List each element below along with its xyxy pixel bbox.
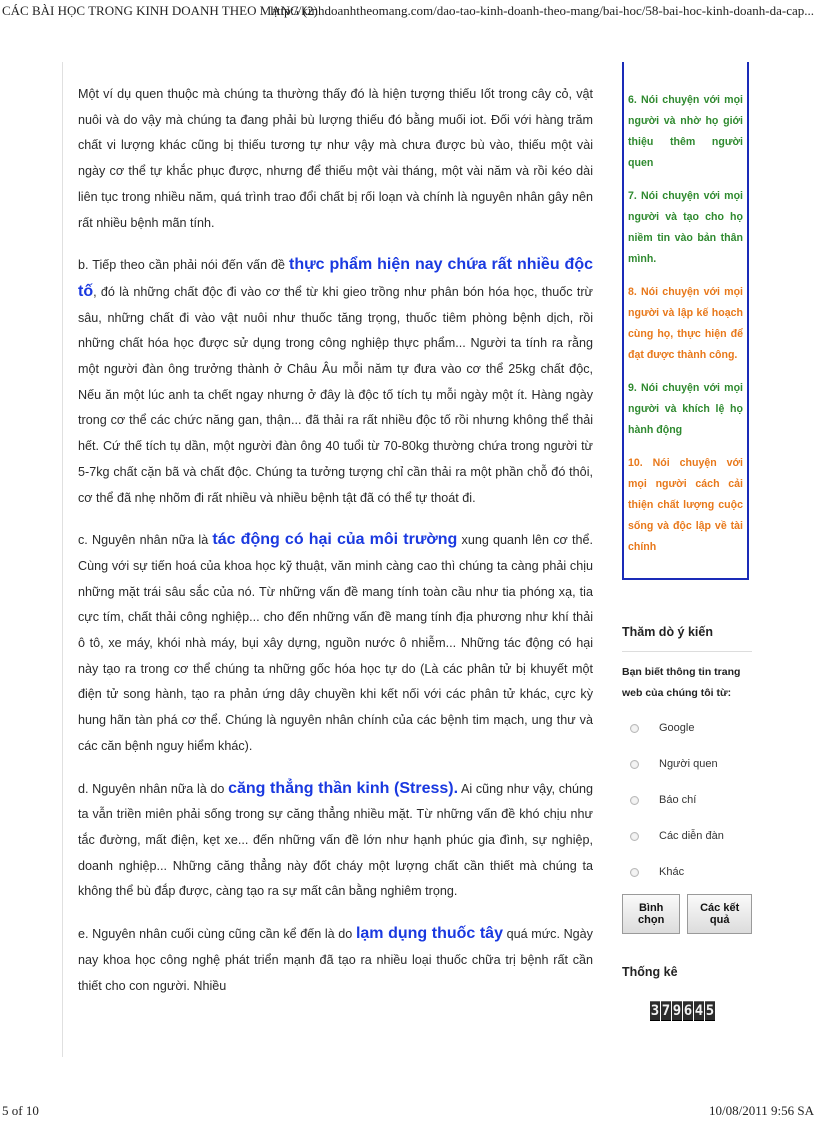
counter-digit: 7 [661,1003,671,1019]
paragraph-e-text-rest: quá mức. Ngày nay khoa học công nghệ phát triển mạnh đã tạo ra nhiều loại thuốc chữa trị bệnh rất cần thiết cho con người. Nhiều [78,927,593,993]
poll-widget [622,625,752,934]
radio-button[interactable] [630,832,639,841]
counter-digit: 6 [683,1003,693,1019]
tip-item-6[interactable]: 6. Nói chuyện với mọi người và nhờ họ giới thiệu thêm người quen [628,94,743,169]
paragraph-c-text-rest: xung quanh lên cơ thể. Cùng với sự tiến hoá của khoa học kỹ thuật, văn minh càng cao thì chúng ta càng phải chịu những mặt trái sâu sắc của nó. Từ những vấn đề mang tính toàn cầu như tia phóng xạ, tia cực tím, chất thải công nghiệp... cho đến những vấn đề mang tính địa phương như khí thải ô tô, xe máy, khói nhà máy, bụi xây dựng, nguồn nước ô nhiễm... Những tác động có hại này tạo ra trong cơ thể chúng ta những gốc hóa học tự do (Là các phân tử bị khuyết một điện tử song hành, tạo ra phản ứng dây chuyền khi kết nối với các phân tử khác, cực kỳ hung hãn tàn phá cơ thể. Chúng là nguyên nhân chính của các bệnh tim mạch, ung thư và các căn bệnh nguy hiểm khác). [78,533,593,753]
radio-button[interactable] [630,724,639,733]
highlight-environment: tác động có hại của môi trường [212,531,458,549]
paragraph-intro: Một ví dụ quen thuộc mà chúng ta thường thấy đó là hiện tượng thiếu Iốt trong cây cỏ, vật nuôi và do vậy mà chúng ta đang phải bù lượng thiếu đó bằng muối iot. Đối với hàng trăm chất vi lượng khác cũng bị thiếu tương tự như vậy mà chưa được bù vào, thiếu một vài ngày cơ thể tự khắc phục được, nhưng để thiếu một vài tháng, một vài năm và rồi kéo dài liên tục trong nhiều năm, quá trình trao đổi chất bị rối loạn và chính là nguyên nhân gây nên rất nhiều bệnh mãn tính. [78,87,593,230]
paragraph-b [78,252,593,511]
poll-title: Thăm dò ý kiến [622,625,713,639]
visit-counter [650,1001,752,1021]
paragraph-c-text: c. Nguyên nhân nữa là [78,533,213,548]
highlight-drugs: lạm dụng thuốc tây [355,925,503,943]
highlight-toxins: thực phẩm hiện nay chứa rất nhiều độc tố [78,256,593,300]
poll-question: Bạn biết thông tin trang web của chúng tôi từ: [622,666,741,699]
main-column [62,62,603,1057]
tip-item-7[interactable]: 7. Nói chuyện với mọi người và tạo cho họ niềm tin vào bản thân mình. [628,190,743,265]
tip-item-8[interactable]: 8. Nói chuyện với mọi người và lập kế hoạch cùng họ, thực hiện để đạt được thành công. [628,286,743,361]
counter-digit: 3 [650,1003,660,1019]
radio-button[interactable] [630,760,639,769]
highlight-stress: căng thẳng thần kinh (Stress). [228,779,459,797]
paragraph-d-text-rest: Ai cũng như vậy, chúng ta vẫn triền miên phải sống trong sự căng thẳng nhiều mặt. Từ những vấn đề khó chịu như tắc đường, mất điện, kẹt xe... đến những vấn đề lớn như hạnh phúc gia đình, sự nghiệp, doanh nghiệp... Những căng thẳng này đốt cháy một lượng chất cần thiết mà chúng ta không thể bù đắp được, càng tạo ra sự mất cân bằng nghiêm trọng. [78,781,594,899]
tips-box [622,62,749,580]
page-number: 5 of 10 [2,1103,39,1118]
paragraph-d [78,776,593,906]
poll-option-label: Các diễn đàn [659,830,724,842]
print-footer [0,1099,816,1123]
paragraph-e [78,921,593,999]
stats-widget [622,965,752,1021]
counter-digit: 5 [705,1003,715,1019]
article-body [78,82,593,1015]
poll-option-press[interactable] [622,782,752,818]
counter-digit: 4 [694,1003,704,1019]
results-button[interactable]: Các kết quả [687,894,752,934]
poll-divider [622,651,752,652]
paragraph-b-text-rest: , đó là những chất độc đi vào cơ thể từ khi gieo trồng như phân bón hóa học, thuốc trừ sâu, những chất đi vào vật nuôi như thuốc tăng trọng, thuốc tiêm phòng bệnh dịch, rồi những chất hóa học được sử dụng trong công nghiệp thực phẩm... Người ta tính ra rằng một người đàn ông trưởng thành ở Châu Âu mỗi năm tự đưa vào cơ thể 25kg chất độc, Nếu ăn một lúc anh ta chết ngay nhưng ở đây là độc tố tích tụ mỗi ngày một ít. Hàng ngày trong cơ thể các chức năng gan, thận... đã thải ra rất nhiều độc tố rồi nhưng không thể thải hết. Cứ thế tích tụ dần, một người đàn ông 40 tuổi từ 70-80kg thường chứa trong người từ 5-7kg chất cặn bã và chất độc. Chúng ta tưởng tượng chỉ cần thải ra một phần chỗ đó thôi, cơ thể đã nhẹ nhõm đi rất nhiều và nhiều bệnh tật đã có thể tự thoát đi. [78,284,593,505]
radio-button[interactable] [630,796,639,805]
tip-item-9[interactable]: 9. Nói chuyện với mọi người và khích lệ họ hành động [628,382,743,436]
tip-item-10[interactable]: 10. Nói chuyện với mọi người cách cải thiện chất lượng cuộc sống và độc lập về tài chính [628,457,743,553]
vote-button[interactable]: Bình chọn [622,894,680,934]
paragraph-c [78,527,593,759]
counter-digit: 9 [672,1003,682,1019]
radio-button[interactable] [630,868,639,877]
print-header [0,0,816,22]
stats-title: Thống kê [622,965,678,979]
poll-option-label: Khác [659,866,685,878]
poll-option-forums[interactable] [622,818,752,854]
paragraph-d-text: d. Nguyên nhân nữa là do [78,781,229,796]
poll-option-google[interactable] [622,710,752,746]
page-title: CÁC BÀI HỌC TRONG KINH DOANH THEO MẠNG (2) [2,3,318,18]
paragraph-e-text: e. Nguyên nhân cuối cùng cũng cần kể đến là do [78,927,356,942]
page-url: http://kinhdoanhtheomang.com/dao-tao-kinh-doanh-theo-mang/bai-hoc/58-bai-hoc-kinh-doanh-da-cap... [270,3,814,18]
poll-option-acquaintance[interactable] [622,746,752,782]
poll-option-label: Báo chí [659,794,697,806]
poll-option-label: Google [659,722,695,734]
poll-option-label: Người quen [659,758,718,770]
poll-option-other[interactable] [622,854,752,890]
paragraph-b-text: b. Tiếp theo cần phải nói đến vấn đề [78,258,289,273]
poll-buttons [622,894,752,934]
print-datetime: 10/08/2011 9:56 SA [709,1103,814,1118]
